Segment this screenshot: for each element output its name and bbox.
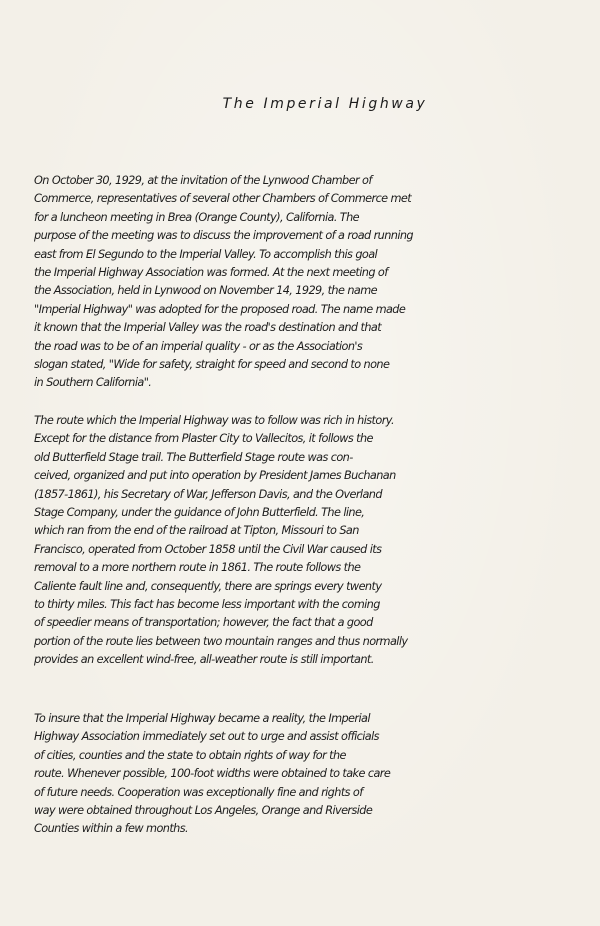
text-line: of speedier means of transportation; however, the fact that a good	[34, 616, 373, 630]
text-line: slogan stated, "Wide for safety, straight for speed and second to none	[34, 357, 390, 371]
paragraph-2	[34, 412, 600, 669]
text-line: The route which the Imperial Highway was to follow was rich in history.	[34, 414, 394, 427]
text-line: Stage Company, under the guidance of John Butterfield. The line,	[34, 505, 365, 519]
text-line: removal to a more northern route in 1861. The route follows the	[34, 561, 361, 575]
text-line: Except for the distance from Plaster City to Vallecitos, it follows the	[34, 432, 373, 446]
paragraph-1	[34, 172, 600, 393]
text-line: to thirty miles. This fact has become less important with the coming	[34, 597, 380, 611]
text-line: On October 30, 1929, at the invitation of the Lynwood Chamber of	[34, 174, 372, 187]
text-line: of cities, counties and the state to obtain rights of way for the	[34, 748, 346, 762]
text-line: east from El Segundo to the Imperial Valley. To accomplish this goal	[34, 247, 378, 261]
text-line: old Butterfield Stage trail. The Butterfield Stage route was con-	[34, 450, 353, 464]
text-line: Francisco, operated from October 1858 until the Civil War caused its	[34, 542, 382, 556]
text-line: way were obtained throughout Los Angeles, Orange and Riverside	[34, 803, 373, 817]
text-line: ceived, organized and put into operation by President James Buchanan	[34, 469, 396, 483]
text-line: in Southern California".	[34, 376, 152, 390]
text-line: purpose of the meeting was to discuss the improvement of a road running	[34, 229, 413, 243]
text-line: for a luncheon meeting in Brea (Orange County), California. The	[34, 210, 360, 224]
paragraph-3	[34, 710, 600, 839]
text-line: route. Whenever possible, 100-foot widths were obtained to take care	[34, 767, 391, 781]
text-line: portion of the route lies between two mountain ranges and thus normally	[34, 634, 408, 648]
page-title: The Imperial Highway	[222, 96, 428, 112]
text-line: provides an excellent wind-free, all-weather route is still important.	[34, 653, 374, 667]
text-line: Commerce, representatives of several other Chambers of Commerce met	[34, 192, 412, 206]
text-line: the Imperial Highway Association was formed. At the next meeting of	[34, 265, 388, 279]
text-line: (1857-1861), his Secretary of War, Jefferson Davis, and the Overland	[34, 487, 382, 501]
text-line: the Association, held in Lynwood on November 14, 1929, the name	[34, 284, 377, 298]
text-line: To insure that the Imperial Highway became a reality, the Imperial	[34, 712, 370, 725]
text-line: the road was to be of an imperial quality - or as the Association's	[34, 339, 363, 353]
text-line: Counties within a few months.	[34, 822, 188, 836]
text-line: "Imperial Highway" was adopted for the proposed road. The name made	[34, 302, 406, 316]
text-line: Highway Association immediately set out to urge and assist officials	[34, 730, 379, 744]
text-line: of future needs. Cooperation was exceptionally fine and rights of	[34, 785, 363, 799]
text-line: Caliente fault line and, consequently, there are springs every twenty	[34, 579, 382, 593]
text-line: it known that the Imperial Valley was the road's destination and that	[34, 321, 382, 335]
text-line: which ran from the end of the railroad at Tipton, Missouri to San	[34, 524, 359, 538]
